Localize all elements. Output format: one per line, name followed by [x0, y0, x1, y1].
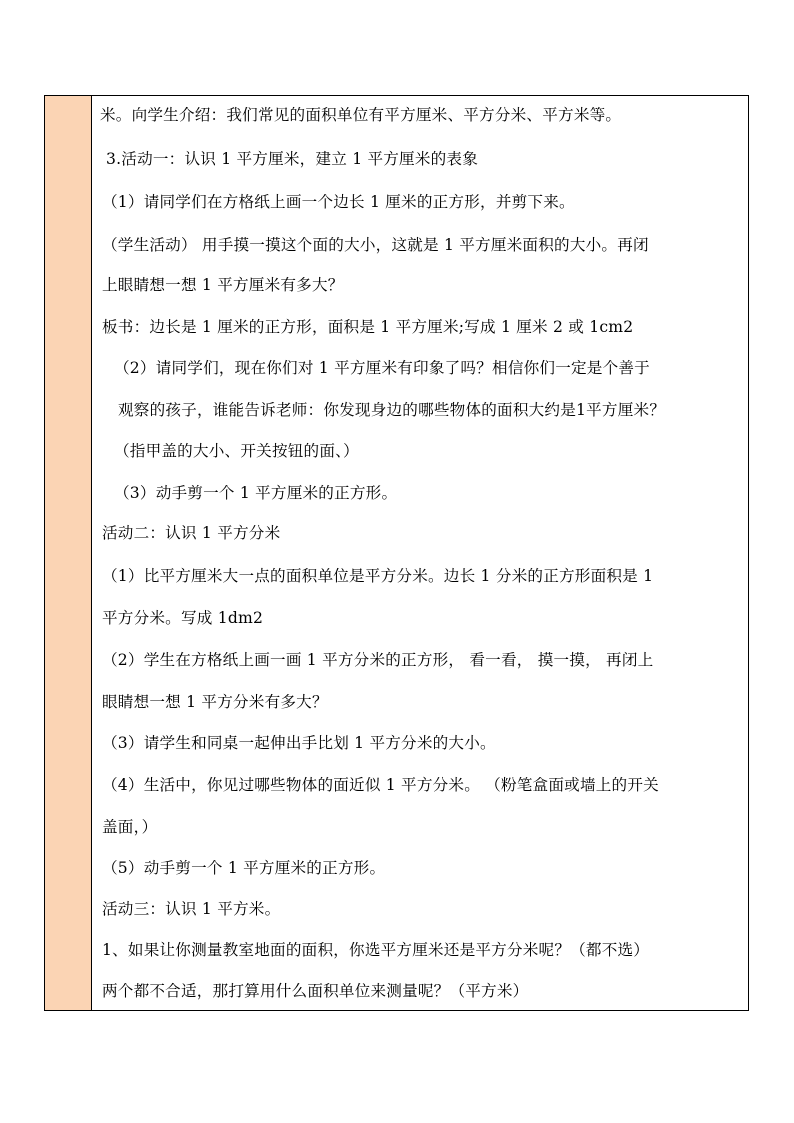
text-line: （4）生活中，你见过哪些物体的面近似 1 平方分米。 （粉笔盒面或墙上的开关	[102, 776, 659, 794]
text-line: （学生活动） 用手摸一摸这个面的大小，这就是 1 平方厘米面积的大小。再闭	[102, 236, 649, 254]
text-line: （指甲盖的大小、开关按钮的面、）	[114, 442, 359, 460]
text-line: （2）学生在方格纸上画一画 1 平方分米的正方形， 看一看， 摸一摸， 再闭上	[102, 651, 654, 669]
text-line: 平方分米。写成 1dm2	[102, 609, 264, 627]
text-line: （1）请同学们在方格纸上画一个边长 1 厘米的正方形，并剪下来。	[102, 193, 575, 211]
lesson-table	[44, 95, 749, 1011]
text-line: 板书：边长是 1 厘米的正方形，面积是 1 平方厘米;写成 1 厘米 2 或 1cm2	[102, 318, 634, 336]
text-line: 活动三：认识 1 平方米。	[102, 900, 281, 918]
text-line: 米。向学生介绍：我们常见的面积单位有平方厘米、平方分米、平方米等。	[100, 106, 622, 124]
table-content-cell	[92, 96, 748, 1010]
text-line: （3）请学生和同桌一起伸出手比划 1 平方分米的大小。	[102, 734, 496, 752]
text-line: 3.活动一：认识 1 平方厘米，建立 1 平方厘米的表象	[106, 150, 479, 168]
text-line: 眼睛想一想 1 平方分米有多大？	[102, 693, 328, 711]
text-line: （5）动手剪一个 1 平方厘米的正方形。	[102, 859, 386, 877]
text-line: （3）动手剪一个 1 平方厘米的正方形。	[114, 484, 398, 502]
text-line: （2）请同学们，现在你们对 1 平方厘米有印象了吗？相信你们一定是个善于	[114, 359, 650, 377]
text-line: 活动二：认识 1 平方分米	[102, 524, 281, 542]
text-line: 1、如果让你测量教室地面的面积，你选平方厘米还是平方分米呢？（都不选）	[102, 941, 650, 959]
text-line: 观察的孩子，谁能告诉老师：你发现身边的哪些物体的面积大约是1平方厘米？	[118, 401, 666, 419]
text-line: 上眼睛想一想 1 平方厘米有多大？	[102, 276, 344, 294]
text-line: 盖面，）	[102, 818, 158, 836]
text-line: 两个都不合适，那打算用什么面积单位来测量呢？（平方米）	[102, 982, 529, 1000]
text-line: （1）比平方厘米大一点的面积单位是平方分米。边长 1 分米的正方形面积是 1	[102, 567, 654, 585]
table-side-column	[45, 96, 92, 1010]
